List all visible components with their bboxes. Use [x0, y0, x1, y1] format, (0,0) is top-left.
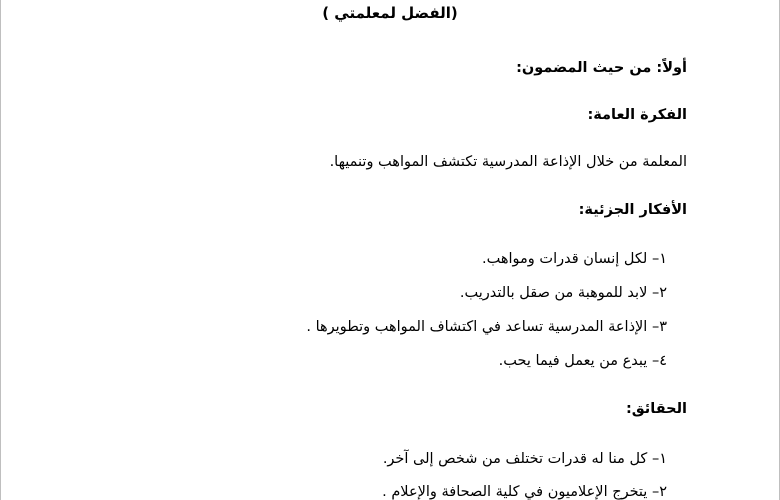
facts-heading: الحقائق: [625, 401, 687, 417]
fact-item-2: ٢– يتخرج الإعلاميون في كلية الصحافة والإعلام . [382, 484, 667, 500]
sub-idea-item-3: ٣– الإذاعة المدرسية تساعد في اكتشاف المواهب وتطويرها . [306, 319, 667, 335]
sub-idea-item-1: ١– لكل إنسان قدرات ومواهب. [482, 251, 667, 267]
general-idea-text: المعلمة من خلال الإذاعة المدرسية تكتشف المواهب وتنميها. [329, 154, 687, 170]
fact-item-1: ١– كل منا له قدرات تختلف من شخص إلى آخر. [382, 451, 667, 467]
section-heading-content: أولاً: من حيث المضمون: [516, 60, 687, 76]
general-idea-heading: الفكرة العامة: [587, 107, 687, 123]
sub-idea-item-2: ٢– لابد للموهبة من صقل بالتدريب. [459, 285, 667, 301]
sub-ideas-heading: الأفكار الجزئية: [578, 202, 687, 218]
sub-idea-item-4: ٤– يبدع من يعمل فيما يحب. [498, 353, 667, 369]
page-title: (الفضل لمعلمتي ) [322, 4, 458, 22]
